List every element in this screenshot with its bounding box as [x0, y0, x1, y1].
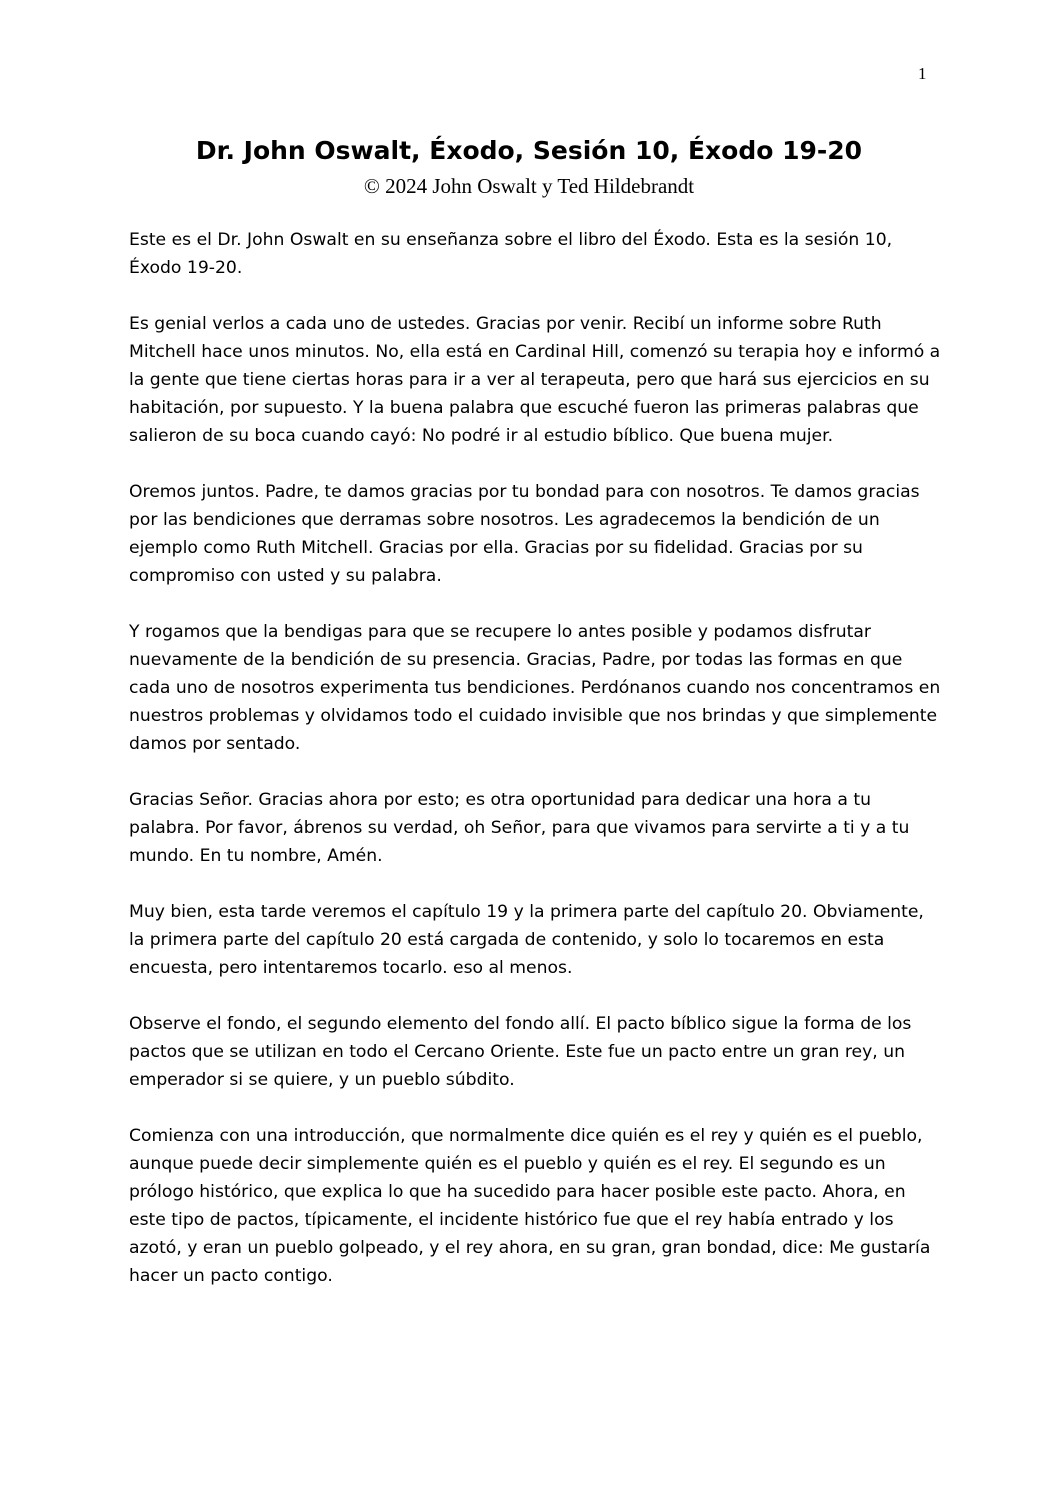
- document-body: [129, 226, 944, 1318]
- paragraph: Es genial verlos a cada uno de ustedes. Gracias por venir. Recibí un informe sobre Ruth Mitchell hace unos minutos. No, ella está en Cardinal Hill, comenzó su terapia hoy e informó a la gente que tiene ciertas horas para ir a ver al terapeuta, pero que hará sus ejercicios en su habitación, por supuesto. Y la buena palabra que escuché fueron las primeras palabras que salieron de su boca cuando cayó: No podré ir al estudio bíblico. Que buena mujer.: [129, 314, 941, 446]
- paragraph: Oremos juntos. Padre, te damos gracias por tu bondad para con nosotros. Te damos gracias por las bendiciones que derramas sobre nosotros. Les agradecemos la bendición de un ejemplo como Ruth Mitchell. Gracias por ella. Gracias por su fidelidad. Gracias por su compromiso con usted y su palabra.: [129, 482, 920, 586]
- copyright-line: © 2024 John Oswalt y Ted Hildebrandt: [363, 174, 695, 198]
- paragraph: Comienza con una introducción, que normalmente dice quién es el rey y quién es el pueblo, aunque puede decir simplemente quién es el pueblo y quién es el rey. El segundo es un prólogo histórico, que explica lo que ha sucedido para hacer posible este pacto. Ahora, en este tipo de pactos, típicamente, el incidente histórico fue que el rey había entrado y los azotó, y eran un pueblo golpeado, y el rey ahora, en su gran, gran bondad, dice: Me gustaría hacer un pacto contigo.: [129, 1126, 931, 1286]
- paragraph: Y rogamos que la bendigas para que se recupere lo antes posible y podamos disfrutar nuevamente de la bendición de su presencia. Gracias, Padre, por todas las formas en que cada uno de nosotros experimenta tus bendiciones. Perdónanos cuando nos concentramos en nuestros problemas y olvidamos todo el cuidado invisible que nos brindas y que simplemente damos por sentado.: [129, 622, 941, 754]
- document-title: Dr. John Oswalt, Éxodo, Sesión 10, Éxodo 19-20: [195, 136, 863, 165]
- paragraph: Este es el Dr. John Oswalt en su enseñanza sobre el libro del Éxodo. Esta es la sesión 10, Éxodo 19-20.: [129, 230, 893, 278]
- page-number: 1: [918, 64, 927, 83]
- paragraph: Gracias Señor. Gracias ahora por esto; es otra oportunidad para dedicar una hora a tu palabra. Por favor, ábrenos su verdad, oh Señor, para que vivamos para servirte a ti y a tu mundo. En tu nombre, Amén.: [129, 790, 910, 866]
- paragraph: Observe el fondo, el segundo elemento del fondo allí. El pacto bíblico sigue la forma de los pactos que se utilizan en todo el Cercano Oriente. Este fue un pacto entre un gran rey, un emperador si se quiere, y un pueblo súbdito.: [129, 1014, 912, 1090]
- paragraph: Muy bien, esta tarde veremos el capítulo 19 y la primera parte del capítulo 20. Obviamente, la primera parte del capítulo 20 está cargada de contenido, y solo lo tocaremos en esta encuesta, pero intentaremos tocarlo. eso al menos.: [129, 902, 924, 978]
